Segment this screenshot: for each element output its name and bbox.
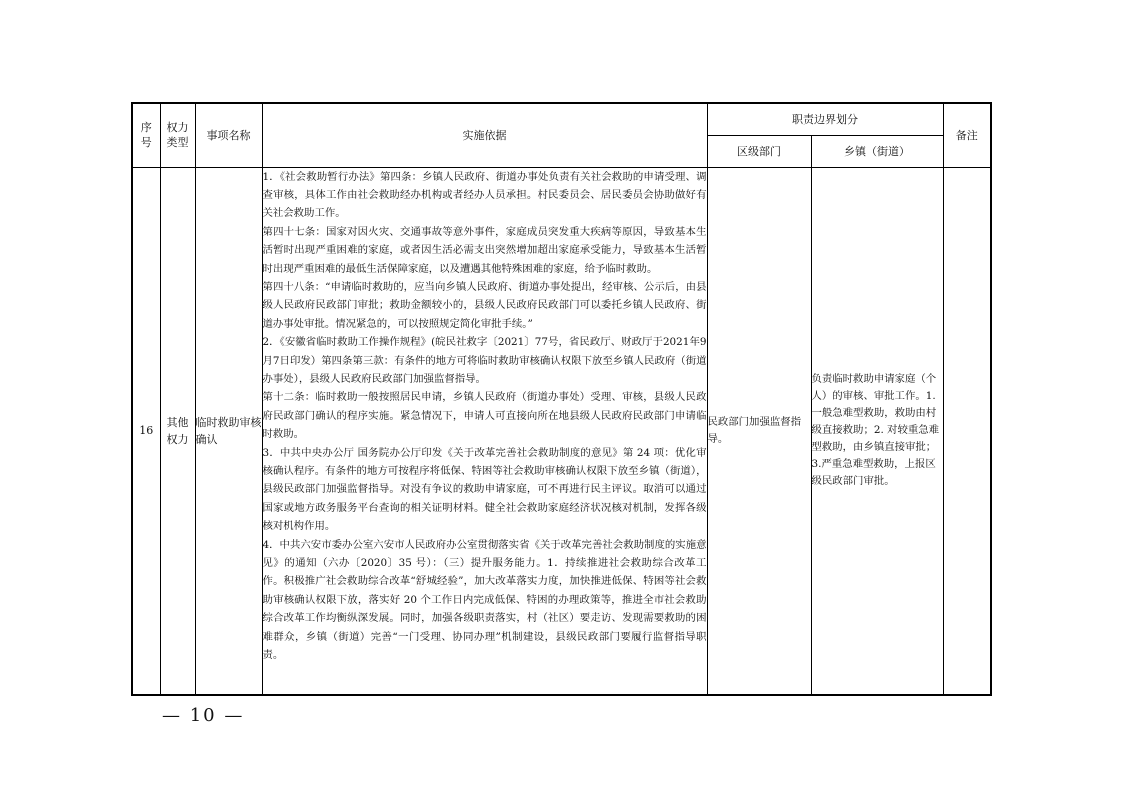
power-list-table (131, 102, 992, 696)
header-district: 区级部门 (707, 135, 811, 167)
row-note (943, 167, 991, 695)
header-power-type-line1: 权力 (166, 121, 189, 135)
row-power-type-line1: 其他 (166, 415, 189, 429)
row-seq: 16 (132, 167, 160, 695)
header-seq (132, 103, 160, 167)
row-basis (262, 167, 707, 695)
header-power-type (160, 103, 195, 167)
row-item-name: 临时救助审核确认 (195, 167, 262, 695)
basis-paragraph-3: 第四十八条：“申请临时救助的，应当向乡镇人民政府、街道办事处提出，经审核、公示后，由县级人民政府民政部门审批；救助金额较小的，县级人民政府民政部门可以委托乡镇人民政府、街道办事处审批。情况紧急的，可以按照规定简化审批手续。” (262, 280, 707, 330)
header-division: 职责边界划分 (707, 103, 943, 135)
row-power-type (160, 167, 195, 695)
header-seq-line1: 序 (140, 121, 152, 135)
page-number: — 10 — (162, 705, 245, 726)
basis-paragraph-1: 1．《社会救助暂行办法》第四条：乡镇人民政府、街道办事处负责有关社会救助的申请受理、调查审核，具体工作由社会救助经办机构或者经办人员承担。村民委员会、居民委员会协助做好有关社会救助工作。 (262, 170, 707, 220)
header-item-name: 事项名称 (195, 103, 262, 167)
table-row (132, 167, 991, 695)
basis-paragraph-6: 3．中共中央办公厅 国务院办公厅印发《关于改革完善社会救助制度的意见》第 24 项：优化审核确认程序。有条件的地方可按程序将低保、特困等社会救助审核确认权限下放至乡镇（街道），县级民政部门加强监督指导。对没有争议的救助申请家庭，可不再进行民主评议。取消可以通过国家或地方政务服务平台查询的相关证明材料。健全社会救助家庭经济状况核对机制，发挥各级核对机构作用。 (262, 446, 707, 533)
basis-paragraph-4: 2．《安徽省临时救助工作操作规程》(皖民社救字〔2021〕77号，省民政厅、财政厅于2021年9月7日印发）第四条第三款：有条件的地方可将临时救助审核确认权限下放至乡镇人民政府（街道办事处），县级人民政府民政部门加强监督指导。 (262, 336, 707, 385)
basis-paragraph-5: 第十二条：临时救助一般按照居民申请，乡镇人民政府（街道办事处）受理、审核，县级人民政府民政部门确认的程序实施。紧急情况下，申请人可直接向所在地县级人民政府民政部门申请临时救助。 (262, 391, 707, 441)
header-town: 乡镇（街道） (811, 135, 943, 167)
header-basis: 实施依据 (262, 103, 707, 167)
basis-paragraph-7: 4．中共六安市委办公室六安市人民政府办公室贯彻落实省《关于改革完善社会救助制度的实施意见》的通知（六办〔2020〕35 号）：（三）提升服务能力。1．持续推进社会救助综合改革工作。积极推广社会救助综合改革“舒城经验”，加大改革落实力度，加快推进低保、特困等社会救助审核确认权限下放，落实好 20 个工作日内完成低保、特困的办理政策等，推进全市社会救助综合改革工作均衡纵深发展。同时，加强各级职责落实，村（社区）要走访、发现需要救助的困难群众，乡镇（街道）完善“一门受理、协同办理”机制建设，县级民政部门要履行监督指导职责。 (262, 538, 707, 662)
row-district-duty: 民政部门加强监督指导。 (707, 167, 811, 695)
basis-paragraph-2: 第四十七条：国家对因火灾、交通事故等意外事件，家庭成员突发重大疾病等原因，导致基本生活暂时出现严重困难的家庭，或者因生活必需支出突然增加超出家庭承受能力，导致基本生活暂时出现严重困难的最低生活保障家庭，以及遭遇其他特殊困难的家庭，给予临时救助。 (262, 225, 707, 275)
header-note: 备注 (943, 103, 991, 167)
header-power-type-line2: 类型 (166, 136, 189, 150)
row-town-duty: 负责临时救助申请家庭（个人）的审核、审批工作。1.一般急难型救助，救助由村级直接救助；2. 对较重急难型救助，由乡镇直接审批；3.严重急难型救助，上报区级民政部门审批。 (811, 167, 943, 695)
header-seq-line2: 号 (140, 136, 152, 150)
row-power-type-line2: 权力 (166, 432, 189, 446)
